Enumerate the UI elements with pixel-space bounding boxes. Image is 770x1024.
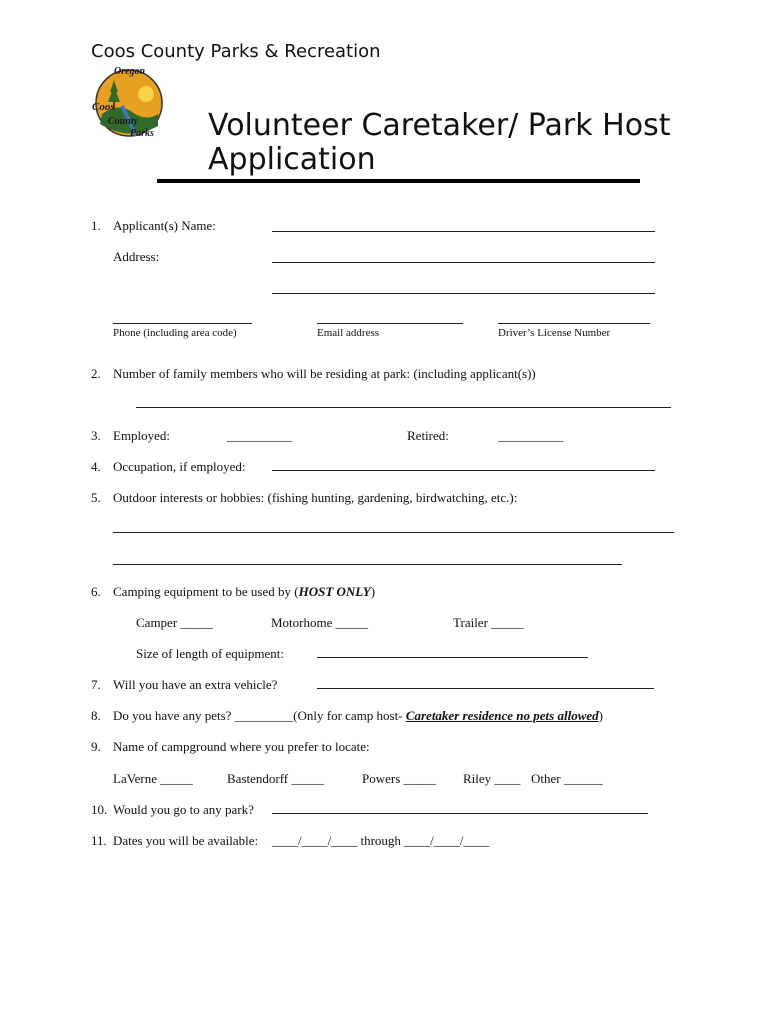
q2-number: 2.: [91, 366, 101, 381]
phone-field[interactable]: [113, 323, 252, 324]
organization-name: Coos County Parks & Recreation: [91, 41, 381, 62]
q6-number: 6.: [91, 584, 101, 599]
equipment-size-label: Size of length of equipment:: [136, 646, 285, 661]
address-field-2[interactable]: [272, 293, 655, 294]
hobbies-label: Outdoor interests or hobbies: (fishing hunting, gardening, birdwatching, etc.):: [113, 490, 518, 505]
page-title-line2: Application: [208, 142, 376, 177]
email-field[interactable]: [317, 323, 463, 324]
availability-dates-field[interactable]: ____/____/____ through ____/____/____: [272, 833, 490, 848]
occupation-label: Occupation, if employed:: [113, 459, 246, 474]
powers-option[interactable]: Powers _____: [362, 771, 437, 786]
hobbies-field-1[interactable]: [113, 532, 674, 533]
drivers-license-field[interactable]: [498, 323, 650, 324]
q4-number: 4.: [91, 459, 101, 474]
address-label: Address:: [113, 249, 160, 264]
page-title-line1: Volunteer Caretaker/ Park Host: [208, 108, 671, 143]
bastendorff-option[interactable]: Bastendorff _____: [227, 771, 324, 786]
occupation-field[interactable]: [272, 470, 655, 471]
q1-number: 1.: [91, 218, 101, 233]
logo-text-coos: Coos: [92, 101, 115, 113]
availability-label: Dates you will be available:: [113, 833, 259, 848]
q8-number: 8.: [91, 708, 101, 723]
riley-option[interactable]: Riley ____: [463, 771, 521, 786]
employed-label: Employed:: [113, 428, 171, 443]
q9-number: 9.: [91, 739, 101, 754]
drivers-license-label: Driver’s License Number: [498, 327, 611, 339]
any-park-label: Would you go to any park?: [113, 802, 254, 817]
logo-text-oregon: Oregon: [114, 66, 146, 77]
equipment-size-field[interactable]: [317, 657, 588, 658]
q10-number: 10.: [91, 802, 108, 817]
other-option[interactable]: Other ______: [531, 771, 603, 786]
extra-vehicle-label: Will you have an extra vehicle?: [113, 677, 278, 692]
q7-number: 7.: [91, 677, 101, 692]
family-members-field[interactable]: [136, 407, 671, 408]
address-field-1[interactable]: [272, 262, 655, 263]
campground-label: Name of campground where you prefer to locate:: [113, 739, 370, 754]
q11-number: 11.: [91, 833, 107, 848]
motorhome-option[interactable]: Motorhome _____: [271, 615, 369, 630]
email-label: Email address: [317, 327, 380, 339]
title-rule: [157, 179, 640, 183]
camping-equipment-label: Camping equipment to be used by (HOST ONLY): [113, 584, 376, 599]
hobbies-field-2[interactable]: [113, 564, 622, 565]
retired-label: Retired:: [407, 428, 449, 443]
coos-county-parks-logo: [88, 62, 170, 140]
q3-number: 3.: [91, 428, 101, 443]
applicant-name-field[interactable]: [272, 231, 655, 232]
extra-vehicle-field[interactable]: [317, 688, 654, 689]
applicant-name-label: Applicant(s) Name:: [113, 218, 216, 233]
laverne-option[interactable]: LaVerne _____: [113, 771, 193, 786]
any-park-field[interactable]: [272, 813, 648, 814]
pets-question[interactable]: Do you have any pets? _________(Only for camp host- Caretaker residence no pets allowed): [113, 708, 603, 723]
logo-text-parks: Parks: [130, 128, 154, 139]
family-members-label: Number of family members who will be residing at park: (including applicant(s)): [113, 366, 536, 381]
logo-text-county: County: [108, 116, 139, 127]
employed-field[interactable]: __________: [227, 428, 292, 443]
retired-field[interactable]: __________: [498, 428, 563, 443]
trailer-option[interactable]: Trailer _____: [453, 615, 524, 630]
phone-label: Phone (including area code): [113, 327, 237, 339]
q5-number: 5.: [91, 490, 101, 505]
camper-option[interactable]: Camper _____: [136, 615, 213, 630]
